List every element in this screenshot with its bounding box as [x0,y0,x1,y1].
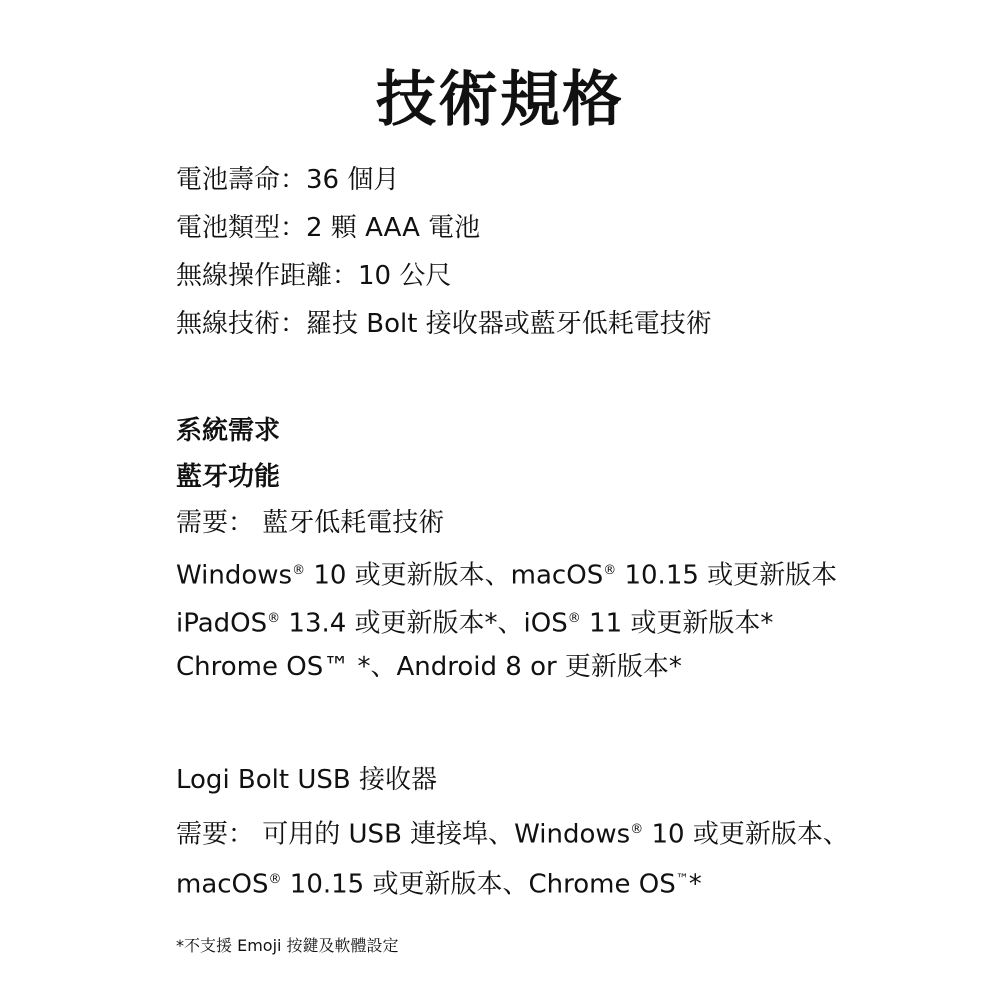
os-line-1-text-a: Windows [176,560,293,591]
spec-wireless-tech: 無線技術：羅技 Bolt 接收器或藍牙低耗電技術 [176,309,712,339]
os-line-2 [176,596,956,644]
os-line-3 [176,644,956,692]
registered-mark: ® [292,563,306,578]
bolt-line-2-text-b: 10.15 或更新版本、Chrome OS [281,869,676,900]
registered-mark: ® [567,611,581,626]
bluetooth-heading: 藍牙功能 [176,462,281,492]
os-line-1 [176,548,956,596]
registered-mark: ® [268,872,282,887]
os-line-3-text: Chrome OS™ *、Android 8 or 更新版本* [176,652,682,682]
bolt-receiver-section [176,757,956,907]
registered-mark: ® [603,563,617,578]
system-requirements-heading: 系統需求 [176,416,281,446]
os-line-2-text-b: 13.4 或更新版本*、iOS [280,608,568,639]
footnote: *不支援 Emoji 按鍵及軟體設定 [176,936,399,955]
system-requirements-section [176,408,956,692]
os-line-2-text-a: iPadOS [176,608,268,639]
os-line-1-text-c: 10.15 或更新版本 [616,560,838,591]
trademark-mark: ™ [675,872,689,887]
spec-wireless-range: 無線操作距離：10 公尺 [176,261,452,291]
spec-battery-life: 電池壽命：36 個月 [176,165,400,195]
spec-list [176,160,956,352]
page-title: 技術規格 [376,65,624,135]
bolt-line-2-text-a: macOS [176,869,269,900]
bolt-requirement-line-1 [176,807,956,857]
bolt-line-1-text-a: 需要： 可用的 USB 連接埠、Windows [176,819,631,850]
os-line-1-text-b: 10 或更新版本、macOS [305,560,604,591]
bolt-line-2-text-c: * [688,869,702,900]
os-line-2-text-c: 11 或更新版本* [580,608,774,639]
bolt-heading: Logi Bolt USB 接收器 [176,765,437,795]
bluetooth-requirement: 需要： 藍牙低耗電技術 [176,508,445,538]
registered-mark: ® [630,822,644,837]
bolt-line-1-text-b: 10 或更新版本、 [643,819,849,850]
bolt-requirement-line-2 [176,857,956,907]
registered-mark: ® [267,611,281,626]
spec-battery-type: 電池類型：2 顆 AAA 電池 [176,213,481,243]
